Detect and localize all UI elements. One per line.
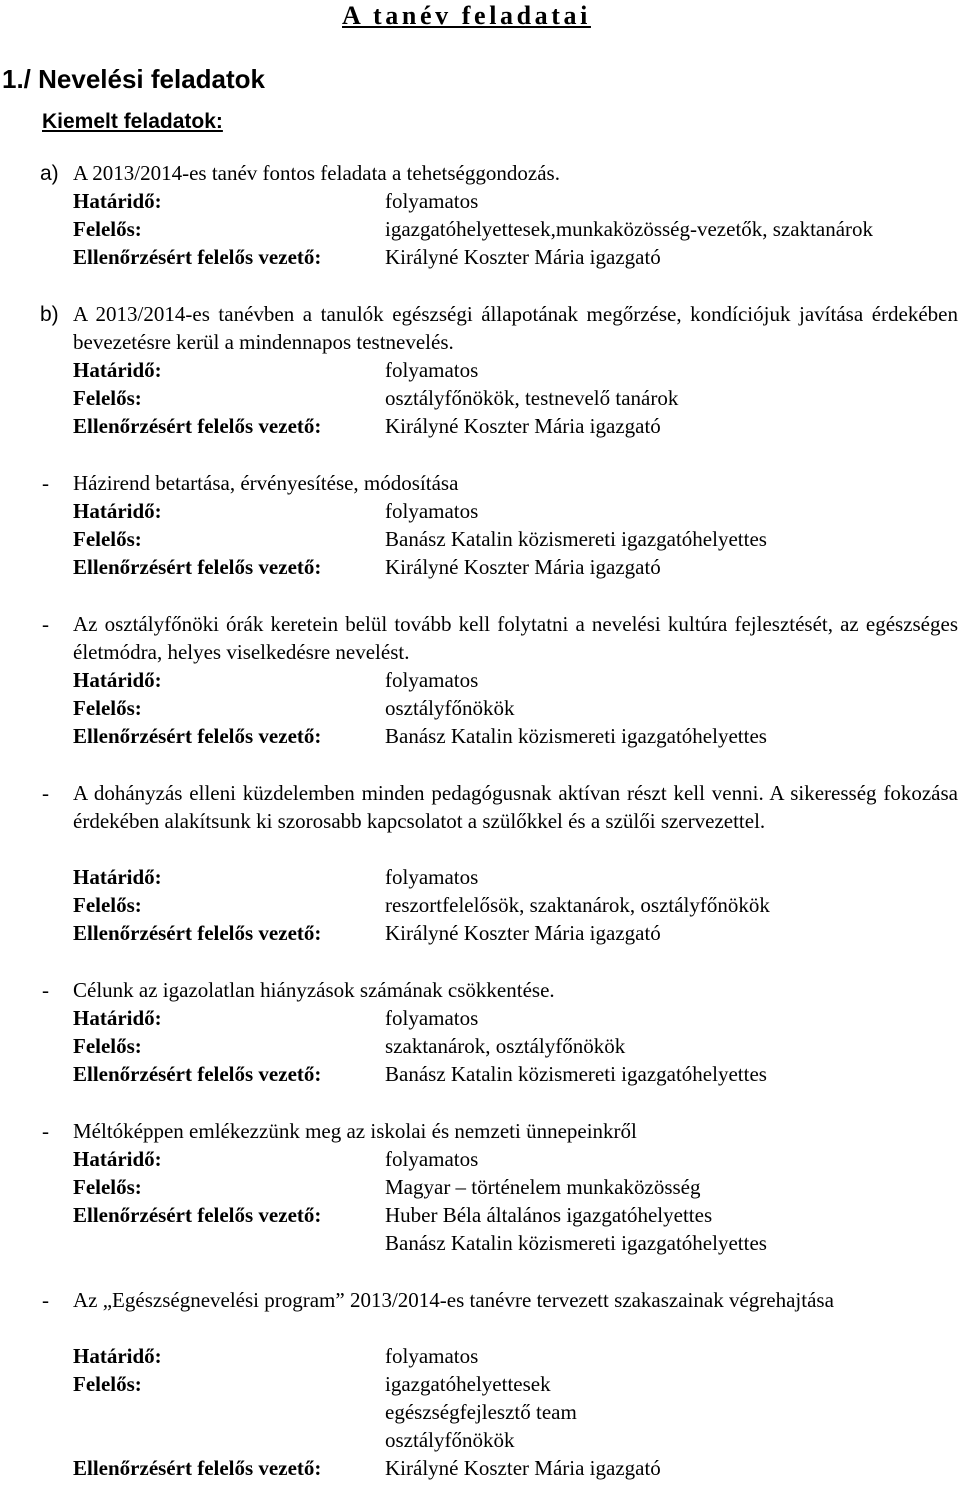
responsible-label: Felelős: [73,696,142,720]
deadline-label: Határidő: [73,1344,162,1368]
item-text: A 2013/2014-es tanévben a tanulók egészségi állapotának megőrzése, kondíciójuk javítása érdekében bevezetésre kerül a mindennapos testnevelés. [73,302,958,354]
responsible-label: Felelős: [73,217,142,241]
supervisor-value: Banász Katalin közismereti igazgatóhelyettes [385,1231,767,1255]
item-marker: - [42,781,49,805]
supervisor-value: Királyné Koszter Mária igazgató [385,1456,661,1480]
responsible-value: szaktanárok, osztályfőnökök [385,1034,626,1058]
supervisor-label: Ellenőrzésért felelős vezető: [73,245,322,269]
responsible-label: Felelős: [73,386,142,410]
item-text: Az osztályfőnöki órák keretein belül tovább kell folytatni a nevelési kultúra fejlesztését, az egészséges életmódra, helyes viselkedésre nevelést. [73,612,958,664]
item-marker: a) [40,162,59,185]
supervisor-label: Ellenőrzésért felelős vezető: [73,724,322,748]
responsible-label: Felelős: [73,1034,142,1058]
responsible-label: Felelős: [73,527,142,551]
responsible-value: reszortfelelősök, szaktanárok, osztályfőnökök [385,893,770,917]
supervisor-label: Ellenőrzésért felelős vezető: [73,414,322,438]
deadline-value: folyamatos [385,668,479,692]
item-text: A dohányzás elleni küzdelemben minden pedagógusnak aktívan részt kell venni. A sikeresség fokozása érdekében alakítsunk ki szorosabb kapcsolatot a szülőkkel és a szülői szervezettel. [73,781,958,833]
item-text: A 2013/2014-es tanév fontos feladata a tehetséggondozás. [73,161,560,185]
item-text: Méltóképpen emlékezzünk meg az iskolai és nemzeti ünnepeinkről [73,1119,637,1143]
item-marker: - [42,978,49,1002]
subsection-heading: Kiemelt feladatok: [42,110,223,133]
deadline-value: folyamatos [385,1147,479,1171]
supervisor-value: Királyné Koszter Mária igazgató [385,414,661,438]
deadline-label: Határidő: [73,189,162,213]
deadline-value: folyamatos [385,499,479,523]
document-title: A tanév feladatai [342,1,591,30]
item-text: Házirend betartása, érvényesítése, módosítása [73,471,459,495]
item-marker: b) [40,303,59,326]
deadline-label: Határidő: [73,358,162,382]
responsible-value: Magyar – történelem munkaközösség [385,1175,701,1199]
responsible-value: egészségfejlesztő team [385,1400,577,1424]
supervisor-label: Ellenőrzésért felelős vezető: [73,921,322,945]
deadline-label: Határidő: [73,668,162,692]
deadline-value: folyamatos [385,189,479,213]
deadline-label: Határidő: [73,499,162,523]
item-marker: - [42,612,49,636]
responsible-value: osztályfőnökök [385,696,515,720]
deadline-label: Határidő: [73,1006,162,1030]
supervisor-label: Ellenőrzésért felelős vezető: [73,1062,322,1086]
responsible-label: Felelős: [73,1175,142,1199]
supervisor-label: Ellenőrzésért felelős vezető: [73,555,322,579]
supervisor-value: Banász Katalin közismereti igazgatóhelyettes [385,1062,767,1086]
deadline-label: Határidő: [73,865,162,889]
responsible-value: osztályfőnökök, testnevelő tanárok [385,386,679,410]
supervisor-value: Királyné Koszter Mária igazgató [385,921,661,945]
responsible-value: igazgatóhelyettesek,munkaközösség-vezetők, szaktanárok [385,217,874,241]
supervisor-value: Banász Katalin közismereti igazgatóhelyettes [385,724,767,748]
deadline-value: folyamatos [385,358,479,382]
section-heading: 1./ Nevelési feladatok [2,64,266,94]
supervisor-value: Királyné Koszter Mária igazgató [385,245,661,269]
responsible-value: osztályfőnökök [385,1428,515,1452]
deadline-value: folyamatos [385,1344,479,1368]
deadline-value: folyamatos [385,1006,479,1030]
deadline-value: folyamatos [385,865,479,889]
item-marker: - [42,1288,49,1312]
item-marker: - [42,471,49,495]
item-marker: - [42,1119,49,1143]
responsible-label: Felelős: [73,1372,142,1396]
responsible-value: Banász Katalin közismereti igazgatóhelyettes [385,527,767,551]
supervisor-value: Királyné Koszter Mária igazgató [385,555,661,579]
responsible-value: igazgatóhelyettesek [385,1372,551,1396]
responsible-label: Felelős: [73,893,142,917]
deadline-label: Határidő: [73,1147,162,1171]
item-text: Célunk az igazolatlan hiányzások számának csökkentése. [73,978,555,1002]
supervisor-label: Ellenőrzésért felelős vezető: [73,1456,322,1480]
supervisor-label: Ellenőrzésért felelős vezető: [73,1203,322,1227]
item-text: Az „Egészségnevelési program” 2013/2014-es tanévre tervezett szakaszainak végrehajtása [73,1288,834,1312]
supervisor-value: Huber Béla általános igazgatóhelyettes [385,1203,713,1227]
